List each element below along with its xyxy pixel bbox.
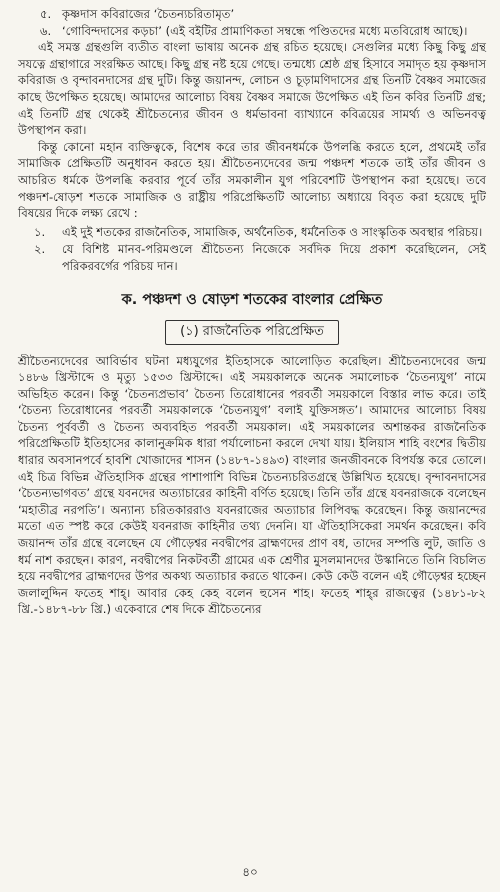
page-number: ৪০ <box>242 865 258 879</box>
paragraph-context: কিন্তু কোনো মহান ব্যক্তিত্বকে, বিশেষ করে তার জীবনধর্মকে উপলব্ধি করতে হলে, প্রথমেই তাঁর সামাজিক প্রেক্ষিতটি অনুধাবন করতে হয়। শ্রীচৈতন্যদেবের জন্ম পঞ্চদশ শতকে তাই তাঁর জীবন ও আচরিত ধর্মকে উপলব্ধি করবার পূর্বে তাঁর সমকালীন যুগ পরিবেশটি উপস্থাপন করা হয়েছে। তবে পঞ্চদশ-ষোড়শ শতকে সামাজিক ও রাষ্ট্রীয় পরিপ্রেক্ষিতটি আলোচ্য অধ্যায়ে বিবৃত করা হয়েছে দুটি বিষয়ের দিকে লক্ষ্য রেখে : <box>18 139 486 221</box>
source-list <box>18 6 486 39</box>
list-item-text: এই দুই শতকের রাজনৈতিক, সামাজিক, অর্থনৈতিক, ধর্মনৈতিক ও সাংস্কৃতিক অবস্থার পরিচয়। <box>62 224 483 239</box>
subsection-heading-box: (১) রাজনৈতিক পরিপ্রেক্ষিত <box>165 320 339 345</box>
list-item-number: ৫. <box>40 7 52 21</box>
list-item <box>18 224 486 241</box>
list-item-text: যে বিশিষ্ট মানব-পরিমণ্ডলে শ্রীচৈতন্য নিজেকে সর্বদিক দিয়ে প্রকাশ করেছিলেন, সেই পরিকরবর্গের পরিচয় দান। <box>62 242 486 273</box>
list-item-number: ২. <box>34 242 46 257</box>
section-heading: ক. পঞ্চদশ ও ষোড়শ শতকের বাংলার প্রেক্ষিত <box>121 291 383 308</box>
paragraph-political: শ্রীচৈতন্যদেবের আবির্ভাব ঘটনা মধ্যযুগের ইতিহাসকে আলোড়িত করেছিল। শ্রীচৈতন্যদেবের জন্ম ১৪৮৬ খ্রিস্টাব্দে ও মৃত্যু ১৫৩৩ খ্রিস্টাব্দে। এই সময়কালকে অনেক সমালোচক ‘চৈতন্যযুগ’ নামে অভিহিত করেন। কিন্তু ‘চৈতন্যপ্রভাব’ চৈতন্য তিরোধানের পরবর্তী সময়কালে বিস্তার লাভ করে। তাই ‘চৈতন্য তিরোধানের পরবর্তী সময়কালকে ‘চৈতন্যযুগ’ বলাই যুক্তিসঙ্গত’। আমাদের আলোচ্য বিষয় চৈতন্য পূর্ববর্তী ও চৈতন্য অব্যবহিত পরবর্তী সময়কাল। এই সময়কালের অশান্তকর রাজনৈতিক পরিপ্রেক্ষিতটি ইতিহাসের কালানুক্রমিক ধারা পর্যালোচনা করলে দেখা যায়। ইলিয়াস শাহি বংশের দ্বিতীয় ধারার অবসানপর্বে হাবশি খোজাদের শাসন (১৪৮৭-১৪৯৩) বাংলার জনজীবনকে বিপর্যস্ত করে তোলে। এই চিত্র বিভিন্ন ঐতিহাসিক গ্রন্থের পাশাপাশি বিভিন্ন চৈতন্যচরিতগ্রন্থে উল্লিখিত হয়েছে। বৃন্দাবনদাসের ‘চৈতন্যভাগবত’ গ্রন্থে যবনদের অত্যাচারের কাহিনী বর্ণিত হয়েছে। তিনি তাঁর গ্রন্থে যবনরাজকে বলেছেন ‘মহাতীব্র নরপতি’। অন্যান্য চরিতকাররাও যবনরাজের অত্যাচার লিপিবদ্ধ করেছেন। কিন্তু জয়ানন্দের মতো এত স্পষ্ট করে কেউই যবনরাজ কাহিনীর তথ্য দেননি। যা ঐতিহাসিকেরা সমর্থন করেছেন। কবি জয়ানন্দ তাঁর গ্রন্থে বলেছেন যে গৌড়েশ্বর নবদ্বীপের ব্রাহ্মণদের প্রাণ বধ, তাদের সম্পত্তি লুট, জাতি ও ধর্ম নাশ করছেন। কারণ, নবদ্বীপের নিকটবর্তী গ্রামের এক শ্রেণীর মুসলমানদের উস্কানিতে তিনি বিচলিত হয়ে নবদ্বীপের ব্রাহ্মণদের উপর অকথ্য অত্যাচার করতে থাকেন। কেউ কেউ বলেন এই গৌড়েশ্বর হচ্ছেন জলালুদ্দিন ফতেহ শাহ্। আবার কেহ কেহ বলেন হুসেন শাহ। ফতেহ শাহ্‌র রাজত্বের (১৪৮১-৮২ খ্রি.-১৪৮৭-৮৮ খ্রি.) একেবারে শেষ দিকে শ্রীচৈতন্যের <box>18 353 486 617</box>
list-item <box>18 23 486 40</box>
list-item-number: ১. <box>34 224 46 239</box>
list-item <box>18 6 486 23</box>
paragraph-sources: এই সমস্ত গ্রন্থগুলি ব্যতীত বাংলা ভাষায় অনেক গ্রন্থ রচিত হয়েছে। সেগুলির মধ্যে কিছু কিছু গ্রন্থ সযত্নে গ্রন্থাগারে সংরক্ষিত আছে। কিছু গ্রন্থ নষ্ট হয়ে গেছে। তন্মধ্যে শ্রেষ্ঠ গ্রন্থ হিসাবে সমাদৃত হয় কৃষ্ণদাস কবিরাজ ও বৃন্দাবনদাসের গ্রন্থ দুটি। কিন্তু জয়ানন্দ, লোচন ও চূড়ামণিদাসের গ্রন্থ তিনটি বৈষ্ণব সমাজের কাছে উপেক্ষিত হয়েছে। আমাদের আলোচ্য বিষয় বৈষ্ণব সমাজে উপেক্ষিত এই তিন কবির তিনটি গ্রন্থ; এই তিনটি গ্রন্থ থেকেই শ্রীচৈতন্যের জীবন ও ধর্মভাবনা ব্যাখ্যানে কবিত্রয়ের সামর্থ্য ও অভিনবত্ব উপস্থাপন করা। <box>18 40 486 138</box>
list-item <box>18 241 486 274</box>
list-item-text: কৃষ্ণদাস কবিরাজের ‘চৈতন্যচরিতামৃত’ <box>62 7 235 21</box>
list-item-number: ৬. <box>40 23 52 38</box>
list-item-text: ‘গোবিন্দদাসের কড়চা’ (এই বইটির প্রামাণিকতা সম্বন্ধে পণ্ডিতদের মধ্যে মতবিরোধ আছে)। <box>62 23 468 38</box>
aim-list <box>18 224 486 275</box>
subsection-heading <box>18 320 486 345</box>
